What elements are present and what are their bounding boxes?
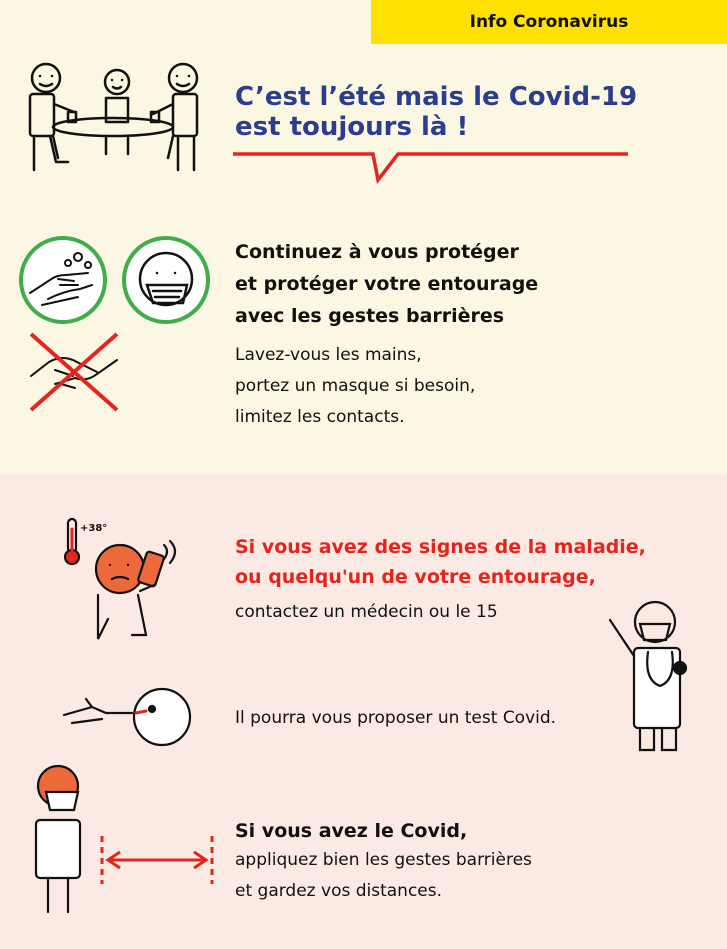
symptoms-title-line: Si vous avez des signes de la maladie,	[235, 536, 646, 558]
symptoms-title-line: ou quelqu'un de votre entourage,	[235, 566, 596, 588]
headline-line-2: est toujours là !	[235, 112, 469, 142]
doctor-icon	[600, 596, 700, 756]
covid-body	[235, 845, 532, 907]
protect-body-line: portez un masque si besoin,	[235, 376, 476, 396]
protect-body-line: limitez les contacts.	[235, 407, 405, 427]
covid-body-line: et gardez vos distances.	[235, 881, 443, 901]
symptoms-title	[235, 532, 646, 592]
protect-body-line: Lavez-vous les mains,	[235, 345, 422, 365]
protect-title-line: avec les gestes barrières	[235, 305, 505, 327]
headline-line-1: C’est l’été mais le Covid-19	[235, 82, 638, 112]
speech-underline	[233, 148, 628, 184]
protect-title-line: et protéger votre entourage	[235, 273, 539, 295]
test-body: Il pourra vous proposer un test Covid.	[235, 708, 557, 728]
handwash-icon	[18, 235, 108, 325]
protect-body	[235, 340, 475, 433]
no-handshake-icon	[25, 330, 125, 412]
people-table-icon	[18, 62, 208, 177]
temperature-label: +38°	[80, 523, 108, 534]
covid-title: Si vous avez le Covid,	[235, 820, 468, 842]
symptoms-body: contactez un médecin ou le 15	[235, 602, 498, 622]
sick-person-phone-icon	[62, 515, 192, 650]
info-coronavirus-badge: Info Coronavirus	[371, 0, 727, 44]
headline	[235, 82, 637, 142]
mask-face-icon	[121, 235, 211, 325]
nasal-swab-icon	[62, 685, 192, 750]
masked-person-icon	[28, 762, 94, 917]
covid-body-line: appliquez bien les gestes barrières	[235, 850, 532, 870]
distance-arrow-icon	[96, 832, 220, 888]
protect-title	[235, 236, 538, 332]
protect-title-line: Continuez à vous protéger	[235, 241, 519, 263]
